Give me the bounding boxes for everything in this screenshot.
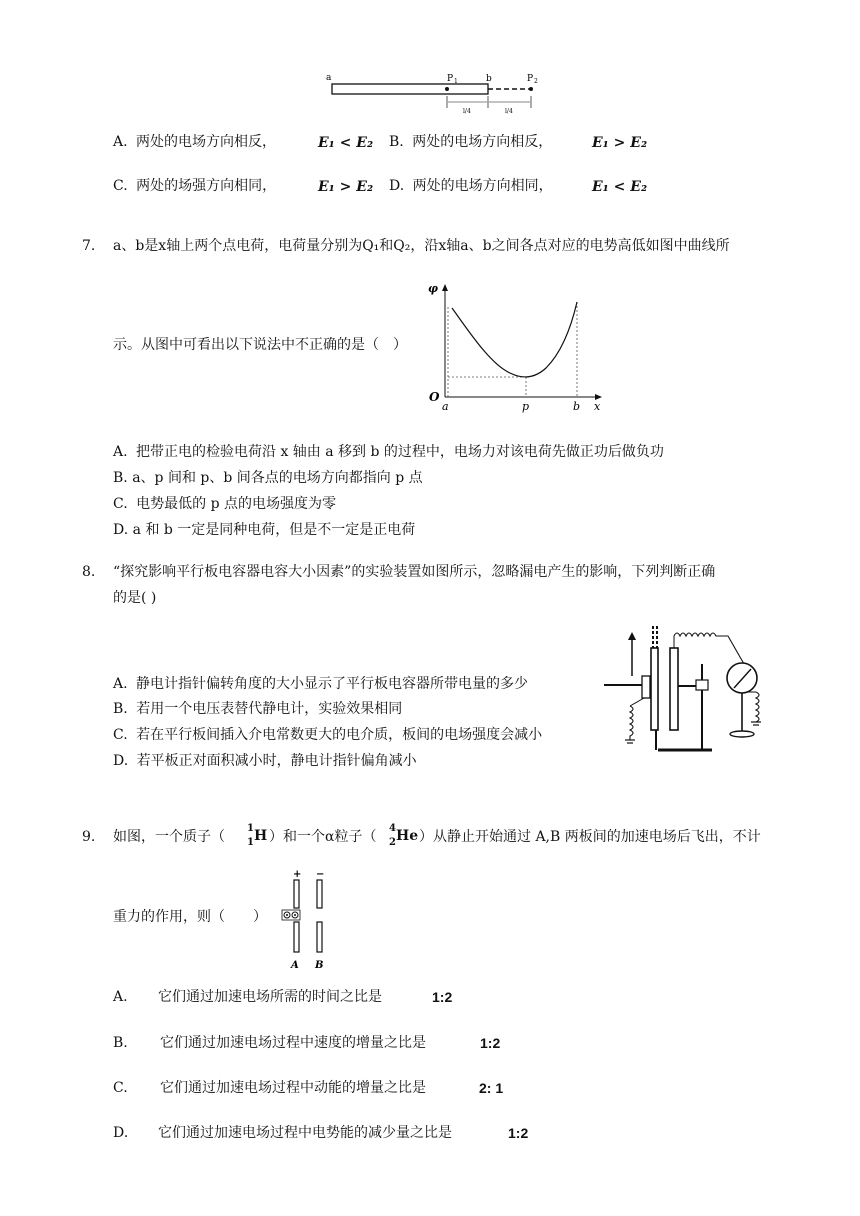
option-letter: C. xyxy=(113,1080,128,1096)
option-text: 若平板正对面积减小时，静电计指针偏角减小 xyxy=(136,753,417,769)
rod-end-b-label: b xyxy=(486,74,492,84)
tick-b-label: b xyxy=(573,400,581,413)
option-text: 两处的场强方向相同， xyxy=(136,178,277,194)
q9-option-d[interactable] xyxy=(113,1125,128,1142)
q6-option-a-formula: E₁ < E₂ xyxy=(318,135,374,151)
electrometer-ground-coil xyxy=(756,692,759,722)
plate-b-bottom xyxy=(317,922,322,952)
option-text: 若在平行板间插入介电常数更大的电介质，板间的电场强度会减小 xyxy=(136,727,543,743)
alpha-mass-number: 4 xyxy=(389,823,396,834)
left-ground-coil xyxy=(630,706,633,740)
fixed-plate xyxy=(670,648,678,730)
point-p2-subscript: 2 xyxy=(534,78,538,85)
q9-option-c-ratio: 2: 1 xyxy=(479,1080,504,1096)
q8-option-b[interactable] xyxy=(113,701,402,718)
q8-number: 8. xyxy=(82,564,96,580)
proton-particle-dot xyxy=(286,914,288,916)
q9-option-b[interactable] xyxy=(113,1035,128,1052)
q9-option-c[interactable] xyxy=(113,1080,128,1097)
rod-end-a-label: a xyxy=(326,73,332,83)
plate-a-label: A xyxy=(291,960,299,971)
option-letter: C. xyxy=(113,178,128,194)
option-text: a、p 间和 p、b 间各点的电场方向都指向 p 点 xyxy=(132,470,423,486)
potential-curve-graph xyxy=(420,280,610,415)
alpha-nuclide-symbol xyxy=(385,823,419,851)
option-letter: A. xyxy=(113,134,128,150)
q6-option-d[interactable] xyxy=(389,178,553,195)
q9-option-b-ratio: 1:2 xyxy=(480,1035,501,1051)
point-p1-marker xyxy=(445,87,449,91)
q9-number: 9. xyxy=(82,829,96,845)
option-letter: D. xyxy=(113,753,129,769)
q8-stem-line2: 的是( ) xyxy=(113,590,157,606)
q7-option-c[interactable] xyxy=(113,496,336,513)
potential-curve xyxy=(452,302,577,377)
phi-axis-arrow xyxy=(442,284,448,291)
option-text: 电势最低的 p 点的电场强度为零 xyxy=(136,496,336,512)
accelerating-plates-figure xyxy=(280,868,334,974)
option-text: 两处的电场方向相反， xyxy=(136,134,277,150)
plate-b-top xyxy=(317,880,322,908)
q7-option-b[interactable] xyxy=(113,470,423,487)
plate-a-bottom xyxy=(294,922,299,952)
q9-option-a-ratio: 1:2 xyxy=(432,989,453,1005)
q9-option-d-ratio: 1:2 xyxy=(508,1125,529,1141)
option-letter: B. xyxy=(113,1035,128,1051)
plate-b-label: B xyxy=(315,960,324,971)
q7-option-d[interactable] xyxy=(113,522,415,539)
dimension-label-right: l/4 xyxy=(505,108,513,115)
coiled-wire-top xyxy=(674,633,744,664)
proton-mass-number: 1 xyxy=(247,823,254,834)
proton-element-symbol: H xyxy=(254,828,268,844)
capacitor-apparatus-figure xyxy=(600,624,780,758)
q7-number: 7. xyxy=(82,238,96,254)
plus-sign-label: + xyxy=(293,869,302,880)
option-letter: C. xyxy=(113,727,128,743)
q9-stem-part2: ）和一个α粒子（ xyxy=(269,829,377,845)
option-text: 两处的电场方向相反， xyxy=(412,134,553,150)
q9-option-b-text: 它们通过加速电场过程中速度的增量之比是 xyxy=(160,1035,426,1051)
q8-stem-line1: “探究影响平行板电容器电容大小因素”的实验装置如图所示，忽略漏电产生的影响，下列判断正确 xyxy=(113,564,716,580)
option-letter: D. xyxy=(113,1125,129,1141)
left-stand-block xyxy=(642,676,650,698)
q6-option-d-formula: E₁ < E₂ xyxy=(592,179,648,195)
charged-rod xyxy=(332,84,488,94)
phi-axis-label: φ xyxy=(428,282,438,295)
point-p1-subscript: 1 xyxy=(454,78,458,85)
q9-stem-part1: 如图，一个质子（ xyxy=(113,829,225,845)
origin-label: O xyxy=(429,390,440,404)
point-p1-label: P xyxy=(447,74,454,84)
option-text: 若用一个电压表替代静电计，实验效果相同 xyxy=(136,701,403,717)
proton-charge-number: 1 xyxy=(247,837,254,848)
q6-option-a[interactable] xyxy=(113,134,276,151)
movable-plate xyxy=(651,648,658,730)
alpha-element-symbol: He xyxy=(396,828,419,844)
q8-option-a[interactable] xyxy=(113,676,528,693)
q9-stem-part3: ）从静止开始通过 A,B 两板间的加速电场后飞出，不计 xyxy=(419,829,761,845)
option-text: 静电计指针偏转角度的大小显示了平行板电容器所带电量的多少 xyxy=(136,676,529,692)
alpha-particle-dot xyxy=(294,914,296,916)
move-up-arrowhead xyxy=(628,632,636,640)
alpha-charge-number: 2 xyxy=(389,837,396,848)
option-letter: B. xyxy=(113,470,128,486)
option-text: 把带正电的检验电荷沿 x 轴由 a 移到 b 的过程中，电场力对该电荷先做正功后做负功 xyxy=(136,444,664,460)
left-ground-wire xyxy=(630,698,644,706)
q9-stem-line2: 重力的作用，则（ ） xyxy=(113,909,267,925)
plate-a-top xyxy=(294,880,299,908)
minus-sign-label: − xyxy=(316,869,325,880)
point-p2-marker xyxy=(529,87,533,91)
option-text: a 和 b 一定是同种电荷，但是不一定是正电荷 xyxy=(132,522,416,538)
option-letter: A. xyxy=(113,989,128,1005)
option-letter: C. xyxy=(113,496,128,512)
q6-option-b[interactable] xyxy=(389,134,552,151)
q6-option-c[interactable] xyxy=(113,178,276,195)
q7-stem-line1: a、b是x轴上两个点电荷，电荷量分别为Q₁和Q₂，沿x轴a、b之间各点对应的电势高低如图中曲线所 xyxy=(113,238,730,254)
option-letter: B. xyxy=(389,134,404,150)
q8-option-c[interactable] xyxy=(113,727,542,744)
q6-option-b-formula: E₁ > E₂ xyxy=(592,135,648,151)
stand-clamp xyxy=(696,680,708,690)
tick-p-label: p xyxy=(522,400,530,413)
q7-option-a[interactable] xyxy=(113,444,664,461)
proton-nuclide-symbol xyxy=(243,823,269,851)
option-text: 两处的电场方向相同， xyxy=(412,178,553,194)
q6-option-c-formula: E₁ > E₂ xyxy=(318,179,374,195)
q9-option-d-text: 它们通过加速电场过程中电势能的减少量之比是 xyxy=(158,1125,452,1141)
option-letter: D. xyxy=(389,178,405,194)
q9-option-c-text: 它们通过加速电场过程中动能的增量之比是 xyxy=(160,1080,426,1096)
option-letter: B. xyxy=(113,701,128,717)
option-letter: A. xyxy=(113,676,128,692)
option-letter: A. xyxy=(113,444,128,460)
q9-option-a-text: 它们通过加速电场所需的时间之比是 xyxy=(158,989,382,1005)
tick-a-label: a xyxy=(442,400,449,413)
electrometer-base xyxy=(730,731,754,737)
point-p2-label: P xyxy=(527,74,534,84)
q9-option-a[interactable] xyxy=(113,989,128,1006)
q7-stem-line2: 示。从图中可看出以下说法中不正确的是（ ） xyxy=(113,337,407,353)
x-axis-label: x xyxy=(594,400,601,413)
rod-figure xyxy=(320,68,560,122)
q8-option-d[interactable] xyxy=(113,753,417,770)
option-letter: D. xyxy=(113,522,129,538)
dimension-label-left: l/4 xyxy=(463,108,471,115)
electrometer-dial xyxy=(727,663,757,693)
